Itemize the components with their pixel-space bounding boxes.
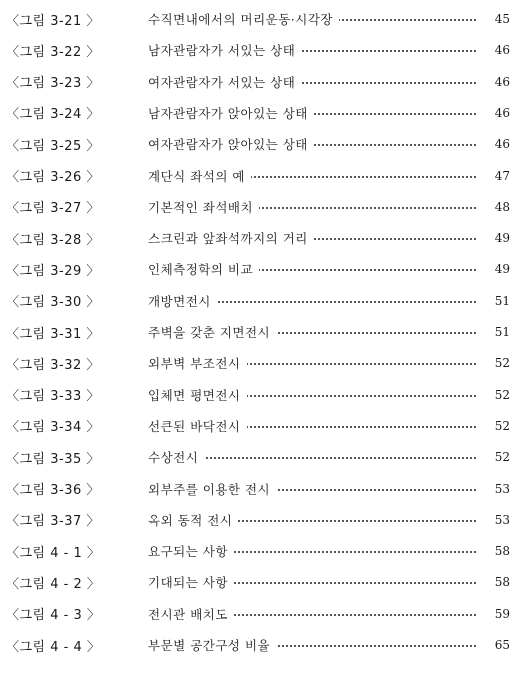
toc-entry [0, 571, 516, 593]
toc-entry [0, 603, 516, 625]
toc-entry [0, 384, 516, 406]
page-number: 46 [480, 106, 510, 120]
toc-entry [0, 39, 516, 61]
toc-entry [0, 478, 516, 500]
figure-number: 〈그림 3-37 〉 [6, 514, 100, 530]
figure-number: 〈그림 3-34 〉 [6, 420, 100, 436]
page-number: 52 [480, 450, 510, 464]
page-number: 58 [480, 544, 510, 558]
figure-number: 〈그림 3-33 〉 [6, 389, 100, 405]
figure-number: 〈그림 3-22 〉 [6, 44, 100, 60]
figure-title: 기본적인 좌석배치 [148, 198, 259, 216]
figure-title: 여자관람자가 앉아있는 상태 [148, 135, 314, 153]
figure-title: 여자관람자가 서있는 상태 [148, 73, 301, 91]
toc-entry [0, 8, 516, 30]
toc-entry [0, 352, 516, 374]
figure-title: 옥외 동적 전시 [148, 511, 238, 529]
page-number: 45 [480, 12, 510, 26]
figure-title: 수직면내에서의 머리운동·시각장 [148, 10, 339, 28]
page-number: 53 [480, 482, 510, 496]
figure-title: 부문별 공간구성 비율 [148, 636, 276, 654]
figure-number: 〈그림 3-25 〉 [6, 138, 100, 154]
figure-title: 입체면 평면전시 [148, 386, 247, 404]
figure-title: 전시관 배치도 [148, 605, 234, 623]
page-number: 46 [480, 75, 510, 89]
page-number: 49 [480, 262, 510, 276]
figure-title: 스크린과 앞좌석까지의 거리 [148, 229, 314, 247]
page-number: 51 [480, 325, 510, 339]
toc-entry [0, 509, 516, 531]
figure-title: 수상전시 [148, 448, 204, 466]
page-number: 53 [480, 513, 510, 527]
figure-number: 〈그림 3-30 〉 [6, 295, 100, 311]
page-number: 46 [480, 137, 510, 151]
figure-number: 〈그림 3-31 〉 [6, 326, 100, 342]
toc-entry [0, 290, 516, 312]
figure-number: 〈그림 4 - 2 〉 [6, 576, 101, 592]
figure-number: 〈그림 3-26 〉 [6, 170, 100, 185]
figure-title: 남자관람자가 서있는 상태 [148, 41, 301, 59]
toc-entry [0, 196, 516, 218]
toc-entry [0, 133, 516, 155]
toc-entry [0, 415, 516, 437]
figure-number: 〈그림 3-32 〉 [6, 357, 100, 373]
page-number: 51 [480, 294, 510, 308]
page-number: 58 [480, 575, 510, 589]
page-number: 65 [480, 638, 510, 652]
figure-title: 남자관람자가 앉아있는 상태 [148, 104, 314, 122]
toc-entry [0, 71, 516, 93]
figure-title: 외부벽 부조전시 [148, 354, 247, 372]
page-number: 52 [480, 356, 510, 370]
page-number: 52 [480, 419, 510, 433]
page-number: 48 [480, 200, 510, 214]
figure-number: 〈그림 3-21 〉 [6, 13, 100, 29]
figure-number: 〈그림 3-36 〉 [6, 483, 100, 498]
figure-number: 〈그림 3-35 〉 [6, 451, 100, 467]
page-number: 59 [480, 607, 510, 621]
figure-title: 개방면전시 [148, 292, 217, 310]
figure-title: 주벽을 갖춘 지면전시 [148, 323, 276, 341]
figure-title: 계단식 좌석의 예 [148, 167, 251, 185]
figure-title: 인체측정학의 비교 [148, 260, 259, 278]
figure-number: 〈그림 4 - 4 〉 [6, 639, 101, 655]
page-number: 49 [480, 231, 510, 245]
toc-entry [0, 540, 516, 562]
figure-title: 외부주를 이용한 전시 [148, 480, 276, 498]
figure-number: 〈그림 3-29 〉 [6, 263, 100, 279]
figure-number: 〈그림 4 - 1 〉 [6, 545, 101, 561]
toc-entry [0, 321, 516, 343]
toc-entry [0, 446, 516, 468]
figure-title: 요구되는 사항 [148, 542, 234, 560]
figure-number: 〈그림 4 - 3 〉 [6, 608, 101, 624]
figure-title: 선큰된 바닥전시 [148, 417, 247, 435]
figure-number: 〈그림 3-24 〉 [6, 107, 100, 123]
figure-number: 〈그림 3-23 〉 [6, 76, 100, 92]
toc-entry [0, 165, 516, 187]
page-number: 52 [480, 388, 510, 402]
figure-number: 〈그림 3-27 〉 [6, 201, 100, 217]
figure-number: 〈그림 3-28 〉 [6, 232, 100, 248]
toc-entry [0, 102, 516, 124]
page-number: 47 [480, 169, 510, 183]
figure-title: 기대되는 사항 [148, 573, 234, 591]
toc-entry [0, 258, 516, 280]
toc-entry [0, 634, 516, 656]
page-number: 46 [480, 43, 510, 57]
toc-entry [0, 227, 516, 249]
